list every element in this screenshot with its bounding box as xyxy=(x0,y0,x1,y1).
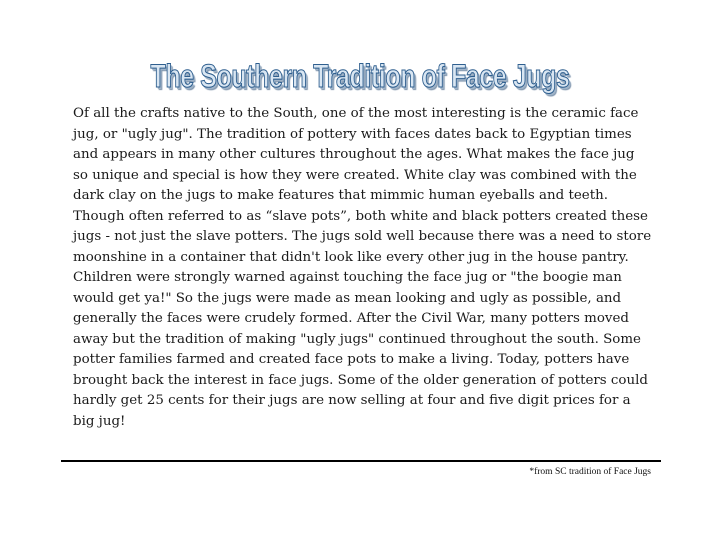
source-footnote: *from SC tradition of Face Jugs xyxy=(529,467,651,477)
divider-line xyxy=(61,460,661,462)
slide-title: The Southern Tradition of Face Jugs xyxy=(150,58,570,94)
body-paragraph: Of all the crafts native to the South, one of the most interesting is the ceramic face jug, or "ugly jug". The tradition of pottery with faces dates back to Egyptian times and appears in many other cultures throughout the ages. What makes the face jug so unique and special is how they were created. White clay was combined with the dark clay on the jugs to make features that mimmic human eyeballs and teeth. Though often referred to as “slave pots”, both white and black potters created these jugs - not just the slave potters. The jugs sold well because there was a need to store moonshine in a container that didn't look like every other jug in the house pantry. Children were strongly warned against touching the face jug or "the boogie man would get ya!" So the jugs were made as mean looking and ugly as possible, and generally the faces were crudely formed. After the Civil War, many potters moved away but the tradition of making "ugly jugs" continued throughout the south. Some potter families farmed and created face pots to make a living. Today, potters have brought back the interest in face jugs. Some of the older generation of potters could hardly get 25 cents for their jugs are now selling at four and five digit prices for a big jug! xyxy=(73,106,652,429)
